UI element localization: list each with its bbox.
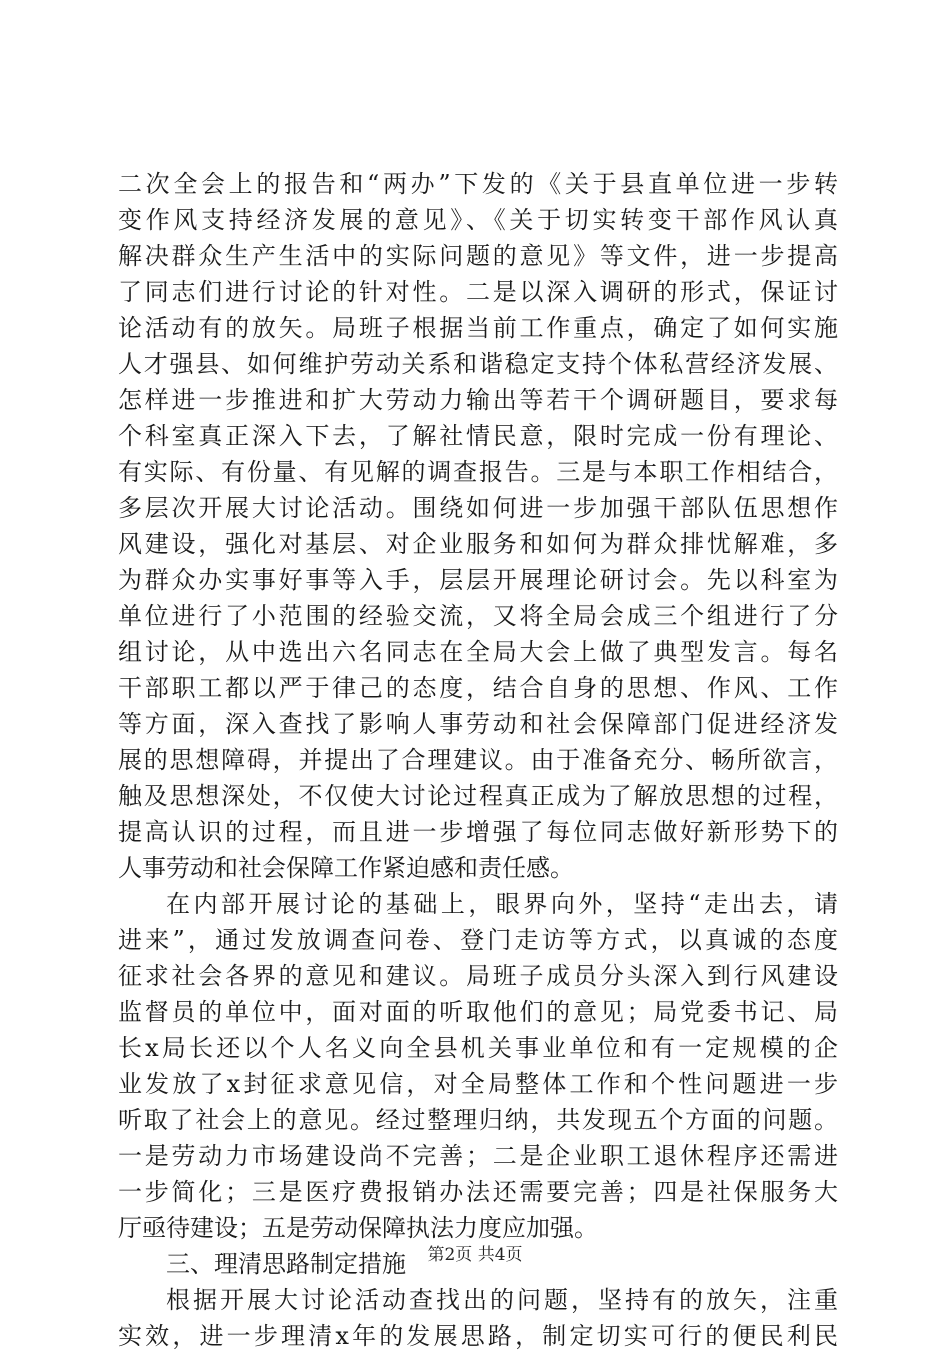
- section-heading: 三、理清思路制定措施: [166, 1250, 406, 1278]
- text-line: 个科室真正深入下去，了解社情民意，限时完成一份有理论、: [118, 422, 838, 450]
- text-line: 一是劳动力市场建设尚不完善；二是企业职工退休程序还需进: [118, 1142, 838, 1170]
- text-line: 变作风支持经济发展的意见》、《关于切实转变干部作风认真: [118, 206, 838, 234]
- page-number-footer: 第2页 共4页: [427, 1245, 523, 1265]
- text-line: 干部职工都以严于律己的态度，结合自身的思想、作风、工作: [118, 674, 838, 702]
- text-line: 根据开展大讨论活动查找出的问题，坚持有的放矢，注重: [166, 1286, 838, 1314]
- text-line: 业发放了x封征求意见信，对全局整体工作和个性问题进一步: [118, 1070, 838, 1098]
- text-line: 二次全会上的报告和“两办”下发的《关于县直单位进一步转: [118, 170, 838, 198]
- text-line: 长x局长还以个人名义向全县机关事业单位和有一定规模的企: [118, 1034, 838, 1062]
- text-line: 听取了社会上的意见。经过整理归纳，共发现五个方面的问题。: [118, 1106, 838, 1134]
- text-line: 展的思想障碍，并提出了合理建议。由于准备充分、畅所欲言，: [118, 746, 838, 774]
- text-line: 单位进行了小范围的经验交流，又将全局会成三个组进行了分: [118, 602, 838, 630]
- text-line: 解决群众生产生活中的实际问题的意见》等文件，进一步提高: [118, 242, 838, 270]
- text-line: 风建设，强化对基层、对企业服务和如何为群众排忧解难，多: [118, 530, 838, 558]
- text-line: 征求社会各界的意见和建议。局班子成员分头深入到行风建设: [118, 962, 838, 990]
- text-line: 实效，进一步理清x年的发展思路，制定切实可行的便民利民: [118, 1322, 838, 1350]
- text-line: 提高认识的过程，而且进一步增强了每位同志做好新形势下的: [118, 818, 838, 846]
- text-line: 为群众办实事好事等入手，层层开展理论研讨会。先以科室为: [118, 566, 838, 594]
- text-line: 在内部开展讨论的基础上，眼界向外，坚持“走出去，请: [166, 890, 838, 918]
- text-line: 人事劳动和社会保障工作紧迫感和责任感。: [118, 854, 574, 882]
- text-line: 论活动有的放矢。局班子根据当前工作重点，确定了如何实施: [118, 314, 838, 342]
- text-line: 进来”，通过发放调查问卷、登门走访等方式，以真诚的态度: [118, 926, 838, 954]
- text-line: 组讨论，从中选出六名同志在全局大会上做了典型发言。每名: [118, 638, 838, 666]
- text-line: 有实际、有份量、有见解的调查报告。三是与本职工作相结合，: [118, 458, 838, 486]
- text-line: 厅亟待建设；五是劳动保障执法力度应加强。: [118, 1214, 598, 1242]
- text-line: 人才强县、如何维护劳动关系和谐稳定支持个体私营经济发展、: [118, 350, 838, 378]
- text-line: 等方面，深入查找了影响人事劳动和社会保障部门促进经济发: [118, 710, 838, 738]
- text-line: 多层次开展大讨论活动。围绕如何进一步加强干部队伍思想作: [118, 494, 838, 522]
- text-line: 了同志们进行讨论的针对性。二是以深入调研的形式，保证讨: [118, 278, 838, 306]
- text-line: 怎样进一步推进和扩大劳动力输出等若干个调研题目，要求每: [118, 386, 838, 414]
- text-line: 一步简化；三是医疗费报销办法还需要完善；四是社保服务大: [118, 1178, 838, 1206]
- text-line: 触及思想深处，不仅使大讨论过程真正成为了解放思想的过程，: [118, 782, 838, 810]
- text-line: 监督员的单位中，面对面的听取他们的意见；局党委书记、局: [118, 998, 838, 1026]
- document-body: [118, 166, 838, 1354]
